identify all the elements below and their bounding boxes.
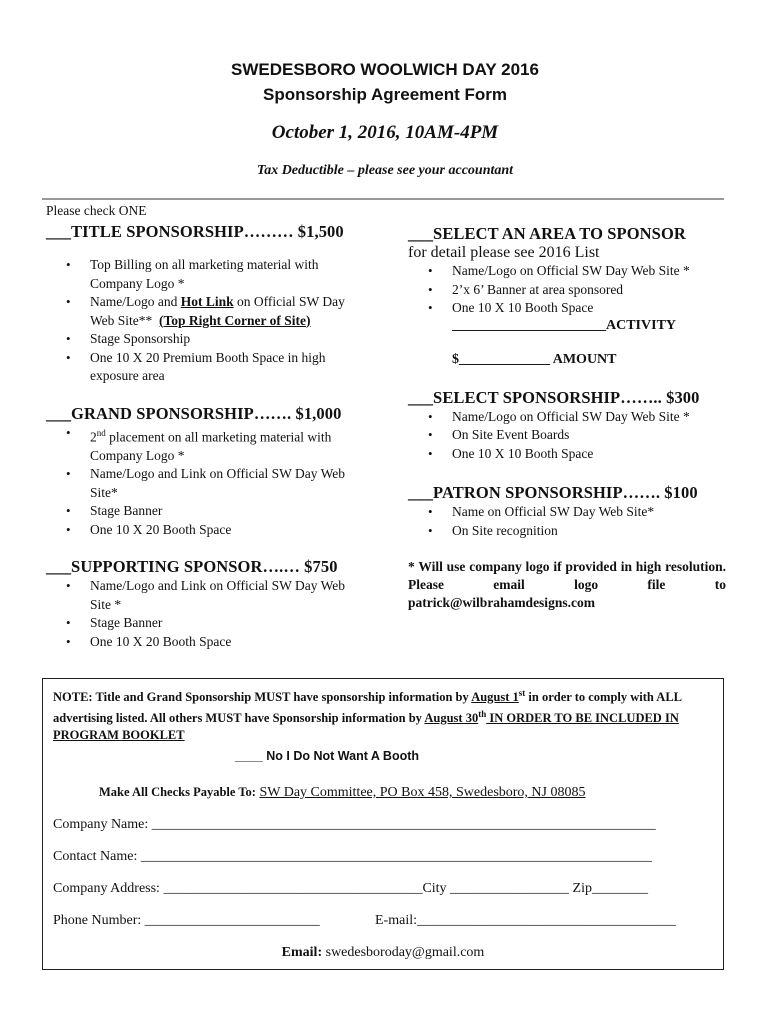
list-item: • One 10 X 10 Booth Space <box>408 299 726 318</box>
list-item: • On Site recognition <box>408 522 726 541</box>
list-item: • One 10 X 20 Booth Space <box>46 633 366 652</box>
select-area-heading[interactable]: ___SELECT AN AREA TO SPONSOR <box>408 224 686 243</box>
patron-sponsorship-list <box>408 503 726 540</box>
company-name-field[interactable]: Company Name: ________________________________________________________________________ <box>53 817 656 832</box>
list-item: • Name/Logo on Official SW Day Web Site * <box>408 408 726 427</box>
patron-sponsorship-section <box>408 483 726 540</box>
title-sponsorship-section <box>46 222 366 386</box>
list-item: • Stage Banner <box>46 502 366 521</box>
logo-note: * Will use company logo if provided in high resolution. Please email logo file to patrick@wilbrahamdesigns.com <box>408 559 726 610</box>
divider <box>42 198 724 200</box>
select-sponsorship-section <box>408 388 726 464</box>
list-item: • Name/Logo and Link on Official SW Day Web Site * <box>46 577 366 614</box>
contact-email: Email: swedesboroday@gmail.com <box>281 945 485 960</box>
supporting-sponsor-list <box>46 577 366 651</box>
title-sponsorship-list <box>46 256 366 386</box>
list-item: • Stage Sponsorship <box>46 330 366 349</box>
list-item: • Name/Logo and Hot Link on Official SW Day Web Site** (Top Right Corner of Site) <box>46 293 366 330</box>
patron-sponsorship-heading[interactable]: ___PATRON SPONSORSHIP……. $100 <box>408 483 698 502</box>
select-area-subheading: for detail please see 2016 List <box>408 244 600 261</box>
select-area-section <box>408 224 726 368</box>
title-sponsorship-heading[interactable]: ___TITLE SPONSORSHIP……… $1,500 <box>46 222 344 241</box>
deadline-note: NOTE: Title and Grand Sponsorship MUST have sponsorship information by August 1st in order to comply with ALL advertising listed. All others MUST have Sponsorship information by August 30th IN ORDER TO BE INCLUDED IN PROGRAM BOOKLET <box>53 688 682 743</box>
select-sponsorship-heading[interactable]: ___SELECT SPONSORSHIP…….. $300 <box>408 387 700 407</box>
grand-sponsorship-heading[interactable]: ___GRAND SPONSORSHIP……. $1,000 <box>46 403 342 423</box>
select-area-list <box>408 262 726 318</box>
checks-payable: Make All Checks Payable To: SW Day Committee, PO Box 458, Swedesboro, NJ 08085 <box>99 785 586 800</box>
list-item: • Name/Logo and Link on Official SW Day Web Site* <box>46 465 366 502</box>
list-item: • One 10 X 20 Booth Space <box>46 521 366 540</box>
list-item: • Name on Official SW Day Web Site* <box>408 503 726 522</box>
list-item: • On Site Event Boards <box>408 426 726 445</box>
left-column <box>46 222 366 651</box>
select-sponsorship-list <box>408 408 726 464</box>
email-field[interactable]: E-mail:_____________________________________ <box>375 913 676 928</box>
list-item: • 2’x 6’ Banner at area sponsored <box>408 281 726 300</box>
supporting-sponsor-heading[interactable]: ___SUPPORTING SPONSOR….… $750 <box>46 557 338 576</box>
event-date: October 1, 2016, 10AM-4PM <box>271 122 499 143</box>
check-one-label: Please check ONE <box>46 203 147 218</box>
grand-sponsorship-list <box>46 424 366 540</box>
hot-link-text: Hot Link <box>180 294 234 309</box>
list-item: • One 10 X 10 Booth Space <box>408 445 726 464</box>
agreement-box <box>42 678 724 970</box>
no-booth-option[interactable]: ____ No I Do Not Want A Booth <box>235 749 420 763</box>
list-item: • One 10 X 20 Premium Booth Space in high exposure area <box>46 349 366 386</box>
activity-field[interactable]: ______________________ACTIVITY <box>452 317 677 333</box>
grand-sponsorship-section <box>46 404 366 540</box>
list-item: • Top Billing on all marketing material with Company Logo * <box>46 256 366 293</box>
amount-field[interactable]: $_____________ AMOUNT <box>452 351 617 367</box>
phone-number-field[interactable]: Phone Number: _________________________ <box>53 913 320 928</box>
company-address-field[interactable]: Company Address: _____________________________________City _________________ Zip________ <box>53 881 648 896</box>
tax-note: Tax Deductible – please see your accountant <box>256 163 514 178</box>
supporting-sponsor-section <box>46 557 366 651</box>
list-item: • 2nd placement on all marketing material with Company Logo * <box>46 424 366 466</box>
form-title: SWEDESBORO WOOLWICH DAY 2016 <box>231 60 539 79</box>
right-column <box>408 224 726 612</box>
list-item: • Stage Banner <box>46 614 366 633</box>
form-subtitle: Sponsorship Agreement Form <box>262 85 507 104</box>
contact-name-field[interactable]: Contact Name: _________________________________________________________________________ <box>53 849 652 864</box>
top-right-corner-text: (Top Right Corner of Site) <box>159 312 311 328</box>
list-item: • Name/Logo on Official SW Day Web Site * <box>408 262 726 281</box>
